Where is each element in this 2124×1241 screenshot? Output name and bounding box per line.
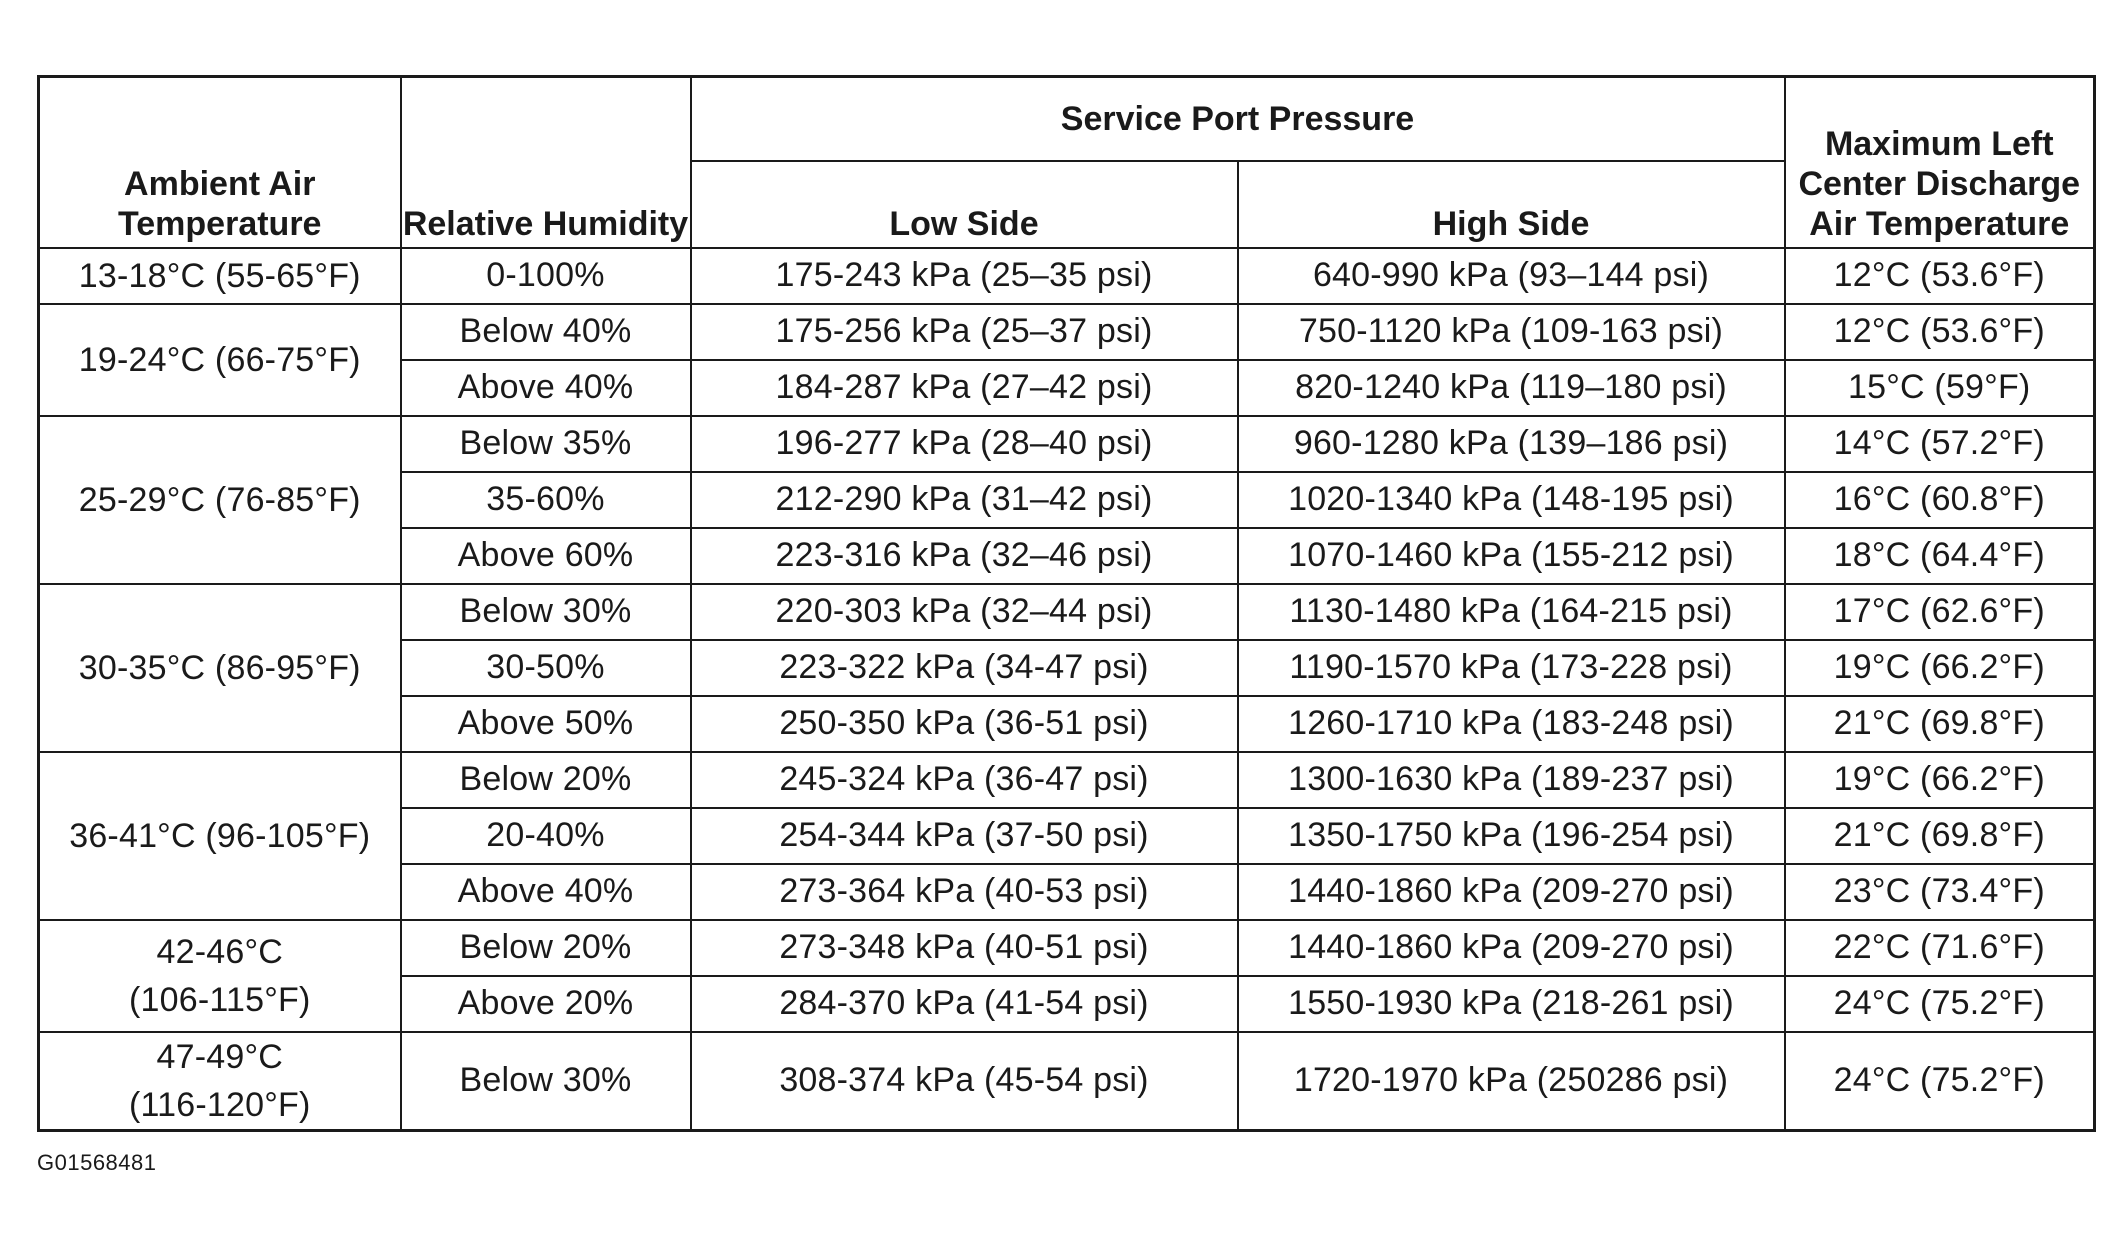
low-side-cell: 273-364 kPa (40-53 psi) — [691, 864, 1238, 920]
ambient-temp-cell: 42-46°C (106-115°F) — [39, 920, 401, 1032]
low-side-cell: 212-290 kPa (31–42 psi) — [691, 472, 1238, 528]
high-side-cell: 1350-1750 kPa (196-254 psi) — [1238, 808, 1785, 864]
high-side-cell: 960-1280 kPa (139–186 psi) — [1238, 416, 1785, 472]
high-side-cell: 750-1120 kPa (109-163 psi) — [1238, 304, 1785, 360]
high-side-cell: 820-1240 kPa (119–180 psi) — [1238, 360, 1785, 416]
low-side-header: Low Side — [691, 161, 1238, 248]
humidity-cell: Above 50% — [401, 696, 691, 752]
discharge-temp-cell: 24°C (75.2°F) — [1785, 1032, 2095, 1131]
discharge-temp-cell: 17°C (62.6°F) — [1785, 584, 2095, 640]
ambient-temp-cell: 47-49°C (116-120°F) — [39, 1032, 401, 1131]
table-row — [39, 752, 2095, 808]
humidity-cell: Below 20% — [401, 920, 691, 976]
table-header — [39, 77, 2095, 248]
humidity-cell: Above 60% — [401, 528, 691, 584]
discharge-temp-cell: 19°C (66.2°F) — [1785, 640, 2095, 696]
low-side-cell: 273-348 kPa (40-51 psi) — [691, 920, 1238, 976]
humidity-cell: Above 40% — [401, 864, 691, 920]
high-side-cell: 640-990 kPa (93–144 psi) — [1238, 248, 1785, 304]
high-side-cell: 1020-1340 kPa (148-195 psi) — [1238, 472, 1785, 528]
service-port-pressure-header: Service Port Pressure — [691, 77, 1785, 161]
low-side-cell: 196-277 kPa (28–40 psi) — [691, 416, 1238, 472]
discharge-temp-cell: 21°C (69.8°F) — [1785, 808, 2095, 864]
table-row — [39, 248, 2095, 304]
low-side-cell: 284-370 kPa (41-54 psi) — [691, 976, 1238, 1032]
discharge-temp-cell: 16°C (60.8°F) — [1785, 472, 2095, 528]
ambient-temp-cell: 36-41°C (96-105°F) — [39, 752, 401, 920]
humidity-cell: 35-60% — [401, 472, 691, 528]
relative-humidity-header: Relative Humidity — [401, 77, 691, 248]
humidity-cell: Below 40% — [401, 304, 691, 360]
high-side-cell: 1260-1710 kPa (183-248 psi) — [1238, 696, 1785, 752]
discharge-temp-cell: 14°C (57.2°F) — [1785, 416, 2095, 472]
humidity-cell: Below 20% — [401, 752, 691, 808]
low-side-cell: 220-303 kPa (32–44 psi) — [691, 584, 1238, 640]
table-body — [39, 248, 2095, 1131]
low-side-cell: 175-256 kPa (25–37 psi) — [691, 304, 1238, 360]
header-row-top — [39, 77, 2095, 161]
figure-code: G01568481 — [37, 1150, 157, 1175]
table-row — [39, 416, 2095, 472]
high-side-cell: 1130-1480 kPa (164-215 psi) — [1238, 584, 1785, 640]
low-side-cell: 223-316 kPa (32–46 psi) — [691, 528, 1238, 584]
table-row — [39, 1032, 2095, 1131]
humidity-cell: Below 35% — [401, 416, 691, 472]
high-side-cell: 1070-1460 kPa (155-212 psi) — [1238, 528, 1785, 584]
humidity-cell: 30-50% — [401, 640, 691, 696]
discharge-temp-cell: 22°C (71.6°F) — [1785, 920, 2095, 976]
humidity-cell: Below 30% — [401, 584, 691, 640]
low-side-cell: 245-324 kPa (36-47 psi) — [691, 752, 1238, 808]
humidity-cell: Above 20% — [401, 976, 691, 1032]
ambient-temp-header: Ambient Air Temperature — [39, 77, 401, 248]
low-side-cell: 254-344 kPa (37-50 psi) — [691, 808, 1238, 864]
discharge-temp-cell: 24°C (75.2°F) — [1785, 976, 2095, 1032]
ambient-temp-cell: 13-18°C (55-65°F) — [39, 248, 401, 304]
low-side-cell: 175-243 kPa (25–35 psi) — [691, 248, 1238, 304]
low-side-cell: 184-287 kPa (27–42 psi) — [691, 360, 1238, 416]
humidity-cell: Below 30% — [401, 1032, 691, 1131]
high-side-cell: 1190-1570 kPa (173-228 psi) — [1238, 640, 1785, 696]
high-side-cell: 1300-1630 kPa (189-237 psi) — [1238, 752, 1785, 808]
discharge-temp-cell: 23°C (73.4°F) — [1785, 864, 2095, 920]
high-side-header: High Side — [1238, 161, 1785, 248]
table-row — [39, 584, 2095, 640]
humidity-cell: 0-100% — [401, 248, 691, 304]
table-row — [39, 920, 2095, 976]
discharge-air-temp-header: Maximum Left Center Discharge Air Temperature — [1785, 77, 2095, 248]
humidity-cell: Above 40% — [401, 360, 691, 416]
ambient-temp-cell: 30-35°C (86-95°F) — [39, 584, 401, 752]
high-side-cell: 1550-1930 kPa (218-261 psi) — [1238, 976, 1785, 1032]
table-row — [39, 304, 2095, 360]
high-side-cell: 1440-1860 kPa (209-270 psi) — [1238, 920, 1785, 976]
pressure-temperature-table — [37, 75, 2096, 1132]
discharge-temp-cell: 21°C (69.8°F) — [1785, 696, 2095, 752]
discharge-temp-cell: 15°C (59°F) — [1785, 360, 2095, 416]
ambient-temp-cell: 25-29°C (76-85°F) — [39, 416, 401, 584]
high-side-cell: 1720-1970 kPa (250286 psi) — [1238, 1032, 1785, 1131]
low-side-cell: 308-374 kPa (45-54 psi) — [691, 1032, 1238, 1131]
ambient-temp-cell: 19-24°C (66-75°F) — [39, 304, 401, 416]
low-side-cell: 250-350 kPa (36-51 psi) — [691, 696, 1238, 752]
discharge-temp-cell: 12°C (53.6°F) — [1785, 304, 2095, 360]
humidity-cell: 20-40% — [401, 808, 691, 864]
discharge-temp-cell: 19°C (66.2°F) — [1785, 752, 2095, 808]
discharge-temp-cell: 18°C (64.4°F) — [1785, 528, 2095, 584]
low-side-cell: 223-322 kPa (34-47 psi) — [691, 640, 1238, 696]
high-side-cell: 1440-1860 kPa (209-270 psi) — [1238, 864, 1785, 920]
discharge-temp-cell: 12°C (53.6°F) — [1785, 248, 2095, 304]
